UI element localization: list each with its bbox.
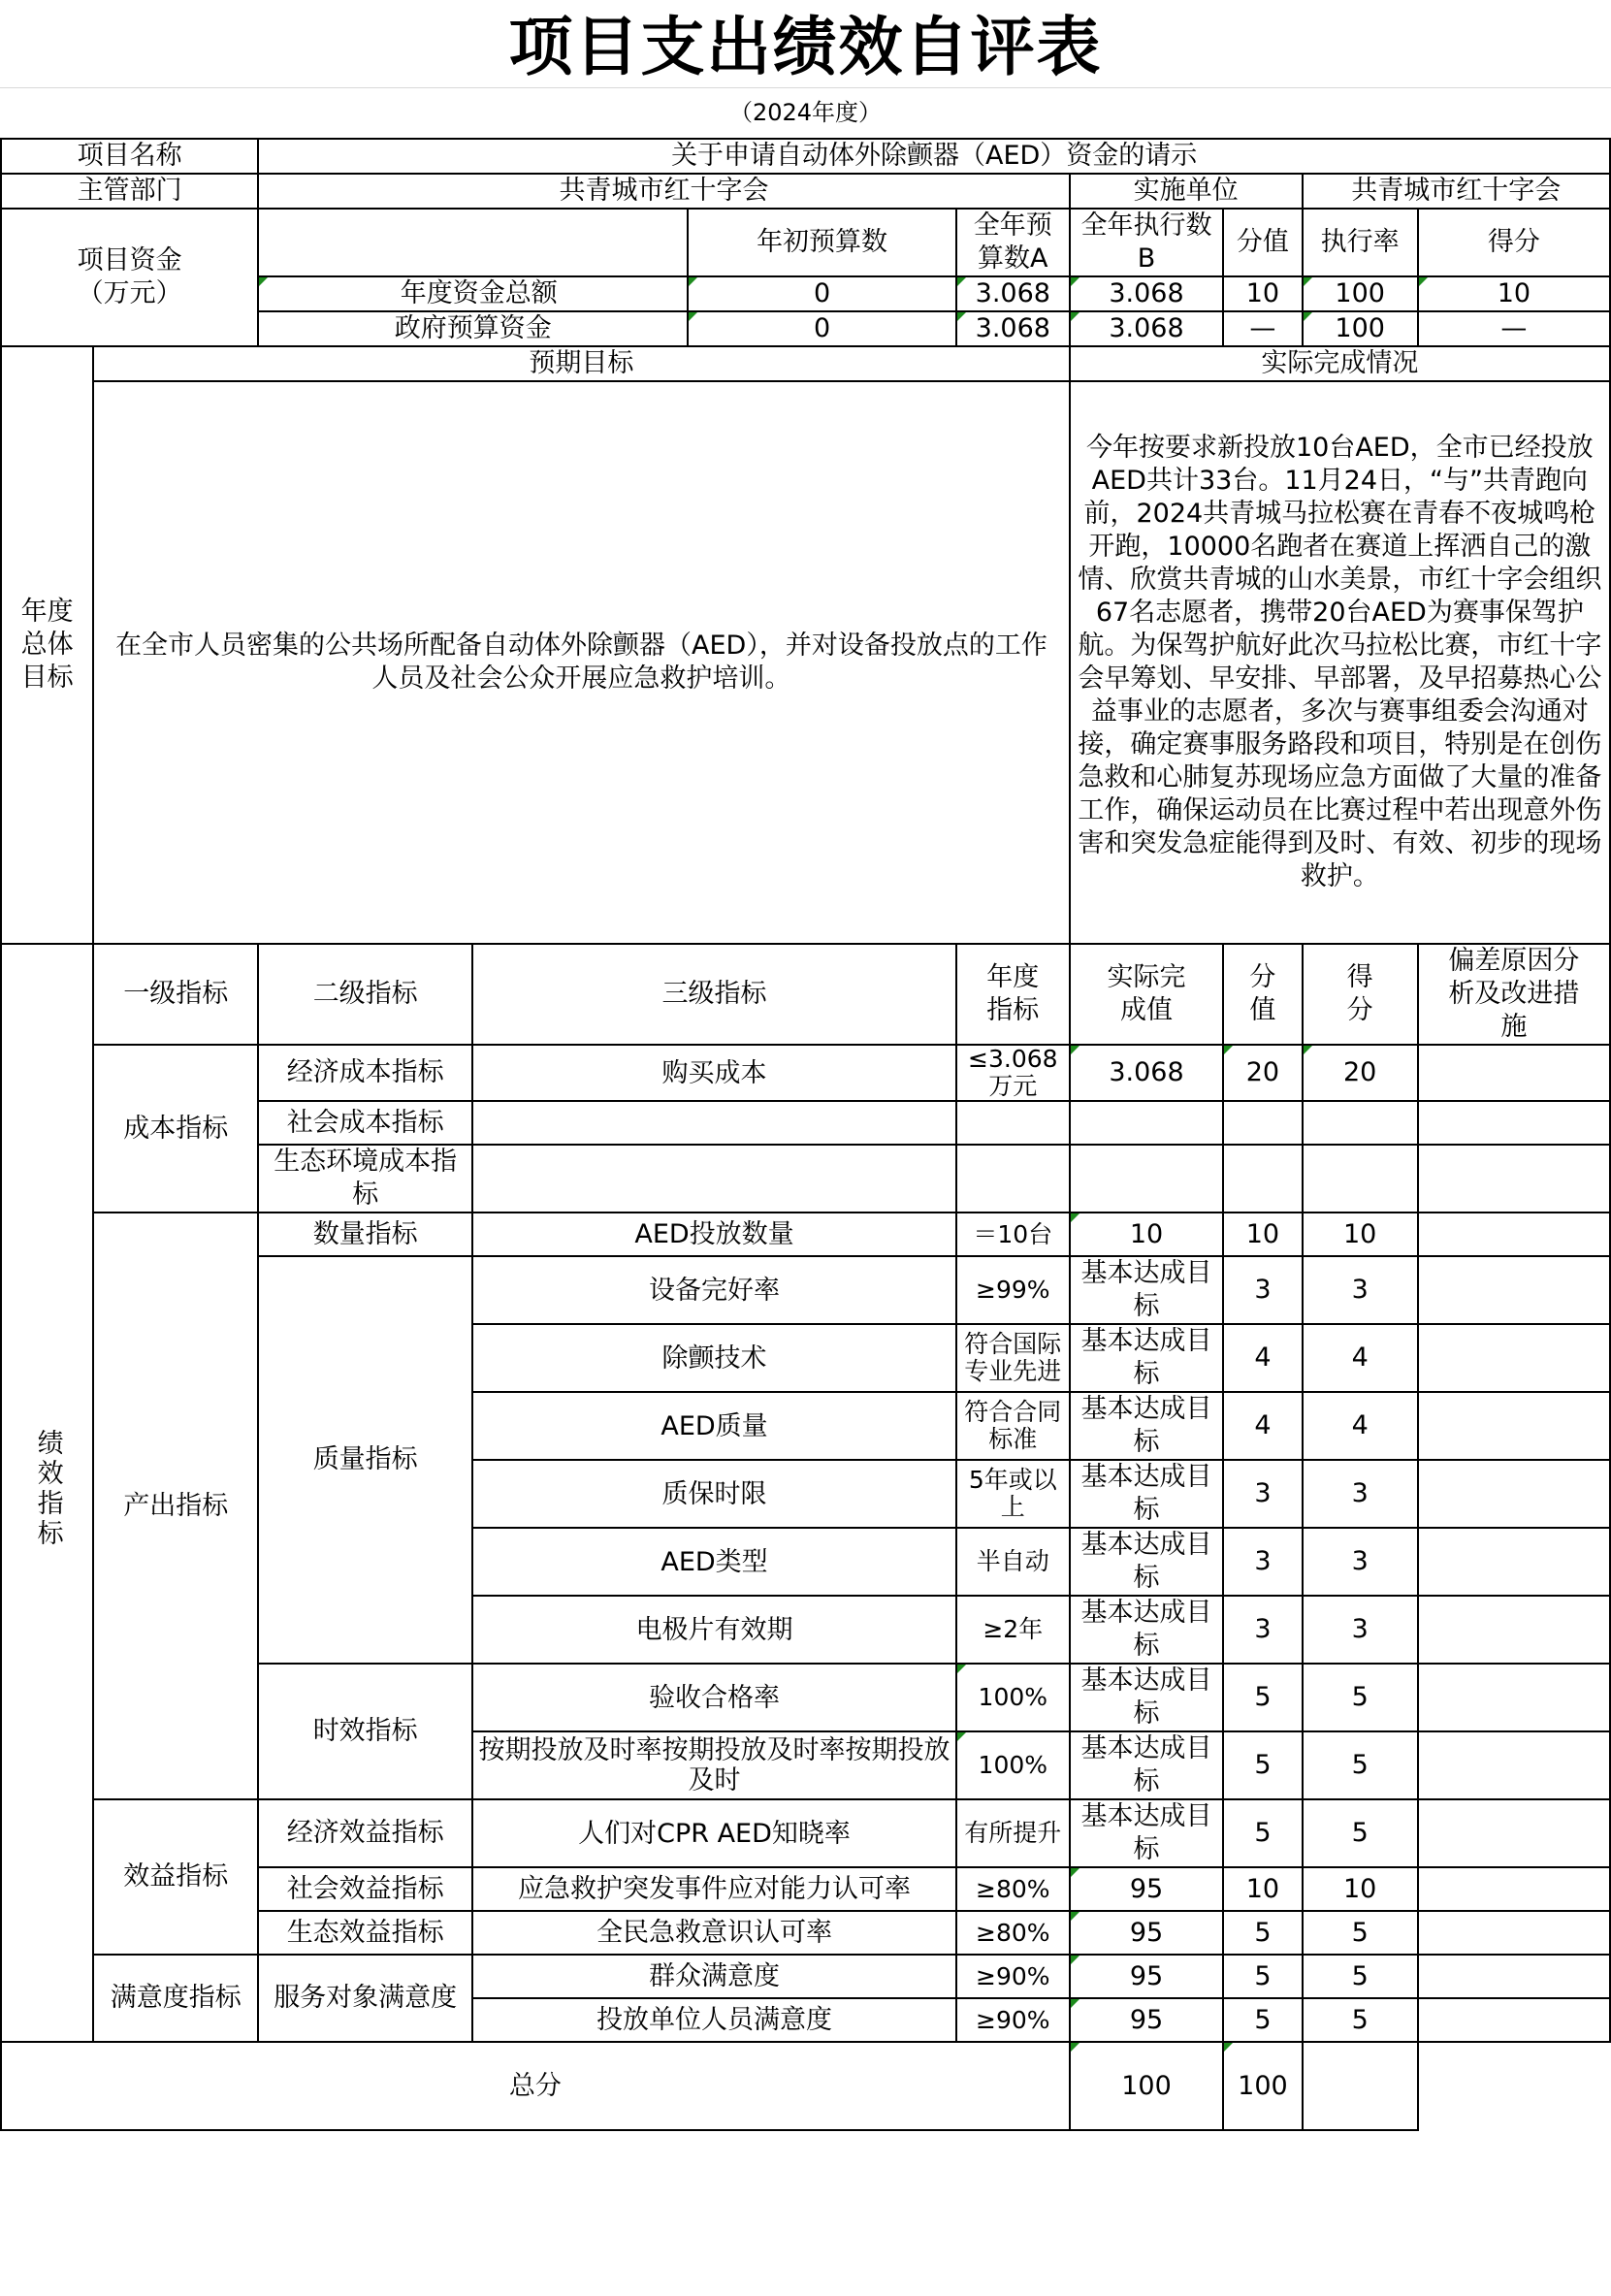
score-value: 5 bbox=[1223, 1998, 1302, 2042]
level3-indicator bbox=[472, 1799, 956, 1867]
score-value: 4 bbox=[1223, 1324, 1302, 1392]
level2-indicator: 经济效益指标 bbox=[258, 1799, 472, 1867]
header-score bbox=[1303, 944, 1418, 1045]
actual-value: 基本达成目标 bbox=[1070, 1664, 1224, 1731]
actual-value bbox=[1070, 1145, 1224, 1213]
impl-value: 共青城市红十字会 bbox=[1303, 174, 1610, 209]
level3-indicator bbox=[472, 1596, 956, 1664]
total-note bbox=[1303, 2042, 1418, 2130]
level2-indicator: 质量指标 bbox=[258, 1256, 472, 1664]
score-value: 10 bbox=[1223, 1213, 1302, 1256]
expected-goal-text: 在全市人员密集的公共场所配备自动体外除颤器（AED），并对设备投放点的工作人员及社会公众开展应急救护培训。 bbox=[93, 381, 1069, 944]
indicator-header-row bbox=[1, 944, 1610, 1045]
page-title: 项目支出绩效自评表 bbox=[0, 0, 1611, 88]
goals-content-row bbox=[1, 381, 1610, 944]
level3-indicator-text: 按期投放及时率按期投放及时率按期投放及时 bbox=[478, 1735, 950, 1795]
indicator-row bbox=[1, 1799, 1610, 1867]
actual-value: 基本达成目标 bbox=[1070, 1799, 1224, 1867]
annual-target-text: 符合合同标准 bbox=[964, 1399, 1062, 1453]
level2-indicator: 服务对象满意度 bbox=[258, 1955, 472, 2042]
dept-label: 主管部门 bbox=[1, 174, 258, 209]
annual-target bbox=[956, 1998, 1070, 2042]
funds-row-budget: 3.068 bbox=[956, 311, 1070, 346]
score-value: 5 bbox=[1223, 1731, 1302, 1799]
deviation-note bbox=[1418, 1998, 1610, 2042]
score: 10 bbox=[1303, 1213, 1418, 1256]
funds-row-score: — bbox=[1418, 311, 1610, 346]
level3-indicator bbox=[472, 1392, 956, 1460]
project-name-row bbox=[1, 139, 1610, 174]
actual-value: 基本达成目标 bbox=[1070, 1256, 1224, 1324]
expected-goal-header: 预期目标 bbox=[93, 346, 1069, 381]
level3-indicator-text: 质保时限 bbox=[661, 1478, 767, 1509]
level3-indicator bbox=[472, 1145, 956, 1213]
score: 3 bbox=[1303, 1256, 1418, 1324]
header-level3: 三级指标 bbox=[472, 944, 956, 1045]
annual-target bbox=[956, 1664, 1070, 1731]
level3-indicator bbox=[472, 1998, 956, 2042]
deviation-note bbox=[1418, 1731, 1610, 1799]
level3-indicator bbox=[472, 1101, 956, 1145]
deviation-note bbox=[1418, 1955, 1610, 1998]
funds-row-executed: 3.068 bbox=[1070, 311, 1224, 346]
evaluation-table bbox=[0, 138, 1611, 2131]
deviation-note bbox=[1418, 1664, 1610, 1731]
actual-value: 3.068 bbox=[1070, 1045, 1224, 1101]
annual-target bbox=[956, 1799, 1070, 1867]
deviation-note bbox=[1418, 1145, 1610, 1213]
level2-indicator: 时效指标 bbox=[258, 1664, 472, 1799]
annual-target bbox=[956, 1213, 1070, 1256]
annual-target bbox=[956, 1596, 1070, 1664]
score-value bbox=[1223, 1145, 1302, 1213]
level1-indicator: 满意度指标 bbox=[93, 1955, 258, 2042]
funds-header-executed: 全年执行数B bbox=[1070, 209, 1224, 276]
score: 5 bbox=[1303, 1955, 1418, 1998]
header-score-text: 得分 bbox=[1346, 962, 1373, 1025]
deviation-note bbox=[1418, 1324, 1610, 1392]
header-value bbox=[1223, 944, 1302, 1045]
annual-target bbox=[956, 1911, 1070, 1955]
actual-completion-text: 今年按要求新投放10台AED，全市已经投放AED共计33台。11月24日，“与”共青跑向前，2024共青城马拉松赛在青春不夜城鸣枪开跑，10000名跑者在赛道上挥洒自己的激情、欣赏共青城的山水美景，市红十字会组织67名志愿者，携带20台AED为赛事保驾护航。为保驾护航好此次马拉松比赛，市红十字会早筹划、早安排、早部署，及早招募热心公益事业的志愿者，多次与赛事组委会沟通对接，确定赛事服务路段和项目，特别是在创伤急救和心肺复苏现场应急方面做了大量的准备工作，确保运动员在比赛过程中若出现意外伤害和突发急症能得到及时、有效、初步的现场救护。 bbox=[1070, 381, 1610, 944]
deviation-note bbox=[1418, 1045, 1610, 1101]
annual-target-text: ≤3.068万元 bbox=[968, 1046, 1058, 1100]
score-value bbox=[1223, 1101, 1302, 1145]
level3-indicator bbox=[472, 1256, 956, 1324]
score: 3 bbox=[1303, 1596, 1418, 1664]
header-level2: 二级指标 bbox=[258, 944, 472, 1045]
level1-indicator: 成本指标 bbox=[93, 1045, 258, 1213]
total-value: 100 bbox=[1070, 2042, 1224, 2130]
level3-indicator-text: 购买成本 bbox=[661, 1057, 767, 1088]
project-name-label: 项目名称 bbox=[1, 139, 258, 174]
deviation-note bbox=[1418, 1101, 1610, 1145]
annual-target-text: 有所提升 bbox=[964, 1820, 1062, 1847]
annual-target bbox=[956, 1392, 1070, 1460]
actual-value: 95 bbox=[1070, 1867, 1224, 1911]
level3-indicator bbox=[472, 1045, 956, 1101]
level3-indicator bbox=[472, 1955, 956, 1998]
actual-value: 基本达成目标 bbox=[1070, 1528, 1224, 1596]
deviation-note bbox=[1418, 1256, 1610, 1324]
annual-target-text: 100% bbox=[978, 1752, 1048, 1779]
header-actual-text: 实际完成值 bbox=[1107, 962, 1186, 1025]
actual-value: 95 bbox=[1070, 1998, 1224, 2042]
indicator-row bbox=[1, 1213, 1610, 1256]
level3-indicator bbox=[472, 1867, 956, 1911]
level3-indicator bbox=[472, 1213, 956, 1256]
score-value: 10 bbox=[1223, 1867, 1302, 1911]
annual-target bbox=[956, 1145, 1070, 1213]
dept-value: 共青城市红十字会 bbox=[258, 174, 1069, 209]
deviation-note bbox=[1418, 1596, 1610, 1664]
level2-indicator: 生态环境成本指标 bbox=[258, 1145, 472, 1213]
annual-target-text: 符合国际专业先进 bbox=[964, 1331, 1062, 1385]
funds-header-row bbox=[1, 209, 1610, 276]
funds-row-initial: 0 bbox=[688, 311, 956, 346]
actual-value: 基本达成目标 bbox=[1070, 1392, 1224, 1460]
annual-target bbox=[956, 1528, 1070, 1596]
goals-header-row bbox=[1, 346, 1610, 381]
level3-indicator bbox=[472, 1528, 956, 1596]
funds-row-budget: 3.068 bbox=[956, 276, 1070, 311]
actual-value: 基本达成目标 bbox=[1070, 1596, 1224, 1664]
score: 5 bbox=[1303, 1799, 1418, 1867]
score: 5 bbox=[1303, 1998, 1418, 2042]
level3-indicator bbox=[472, 1731, 956, 1799]
score-value: 3 bbox=[1223, 1528, 1302, 1596]
funds-row-executed: 3.068 bbox=[1070, 276, 1224, 311]
funds-row-score: 10 bbox=[1418, 276, 1610, 311]
annual-target bbox=[956, 1324, 1070, 1392]
level2-indicator: 数量指标 bbox=[258, 1213, 472, 1256]
funds-header-rate: 执行率 bbox=[1303, 209, 1418, 276]
score-value: 3 bbox=[1223, 1596, 1302, 1664]
level3-indicator bbox=[472, 1664, 956, 1731]
funds-label-text: 项目资金（万元） bbox=[77, 245, 182, 308]
level3-indicator-text: AED类型 bbox=[661, 1546, 768, 1577]
annual-target-text: ≥99% bbox=[976, 1277, 1050, 1304]
score-value: 20 bbox=[1223, 1045, 1302, 1101]
annual-target-text: 5年或以上 bbox=[968, 1467, 1057, 1521]
actual-value: 95 bbox=[1070, 1955, 1224, 1998]
actual-completion-header: 实际完成情况 bbox=[1070, 346, 1610, 381]
score-value: 5 bbox=[1223, 1664, 1302, 1731]
level3-indicator-text: 设备完好率 bbox=[649, 1275, 780, 1306]
annual-target-text: 100% bbox=[978, 1684, 1048, 1711]
deviation-note bbox=[1418, 1213, 1610, 1256]
level3-indicator bbox=[472, 1460, 956, 1528]
deviation-note bbox=[1418, 1799, 1610, 1867]
level3-indicator-text: 验收合格率 bbox=[649, 1682, 780, 1713]
funds-header-score-value: 分值 bbox=[1223, 209, 1302, 276]
header-level1: 一级指标 bbox=[93, 944, 258, 1045]
funds-row-score-value: — bbox=[1223, 311, 1302, 346]
level3-indicator bbox=[472, 1324, 956, 1392]
actual-value: 基本达成目标 bbox=[1070, 1460, 1224, 1528]
project-name-value: 关于申请自动体外除颤器（AED）资金的请示 bbox=[258, 139, 1610, 174]
level1-indicator: 产出指标 bbox=[93, 1213, 258, 1799]
level3-indicator-text: 全民急救意识认可率 bbox=[596, 1918, 832, 1948]
score-value: 5 bbox=[1223, 1911, 1302, 1955]
funds-header-budget: 全年预算数A bbox=[956, 209, 1070, 276]
score-value: 5 bbox=[1223, 1955, 1302, 1998]
score: 4 bbox=[1303, 1392, 1418, 1460]
score bbox=[1303, 1145, 1418, 1213]
score-value: 3 bbox=[1223, 1256, 1302, 1324]
annual-target-text: 半自动 bbox=[976, 1548, 1049, 1575]
annual-target bbox=[956, 1955, 1070, 1998]
funds-row-score-value: 10 bbox=[1223, 276, 1302, 311]
score bbox=[1303, 1101, 1418, 1145]
total-label: 总分 bbox=[1, 2042, 1070, 2130]
level3-indicator-text: 人们对CPR AED知晓率 bbox=[578, 1818, 851, 1849]
actual-value: 基本达成目标 bbox=[1070, 1731, 1224, 1799]
funds-row-name: 政府预算资金 bbox=[258, 311, 688, 346]
department-row bbox=[1, 174, 1610, 209]
annual-target-text: ≥90% bbox=[976, 2006, 1050, 2034]
level3-indicator-text: 应急救护突发事件应对能力认可率 bbox=[518, 1874, 911, 1904]
level3-indicator-text: 群众满意度 bbox=[649, 1961, 780, 1991]
annual-target bbox=[956, 1256, 1070, 1324]
score: 20 bbox=[1303, 1045, 1418, 1101]
deviation-note bbox=[1418, 1867, 1610, 1911]
level2-indicator: 生态效益指标 bbox=[258, 1911, 472, 1955]
actual-value: 95 bbox=[1070, 1911, 1224, 1955]
deviation-note bbox=[1418, 1528, 1610, 1596]
indicators-label-text: 绩效指标 bbox=[32, 1428, 63, 1549]
annual-target bbox=[956, 1045, 1070, 1101]
indicator-row bbox=[1, 1955, 1610, 1998]
annual-target bbox=[956, 1731, 1070, 1799]
level3-indicator bbox=[472, 1911, 956, 1955]
annual-target bbox=[956, 1460, 1070, 1528]
impl-label: 实施单位 bbox=[1070, 174, 1303, 209]
annual-target-text: ≥80% bbox=[976, 1919, 1050, 1947]
score: 3 bbox=[1303, 1528, 1418, 1596]
total-score: 100 bbox=[1223, 2042, 1302, 2130]
score: 5 bbox=[1303, 1911, 1418, 1955]
actual-value: 基本达成目标 bbox=[1070, 1324, 1224, 1392]
header-target bbox=[956, 944, 1070, 1045]
funds-header-blank bbox=[258, 209, 688, 276]
level3-indicator-text: AED投放数量 bbox=[634, 1219, 794, 1249]
level2-indicator: 社会成本指标 bbox=[258, 1101, 472, 1145]
score: 10 bbox=[1303, 1867, 1418, 1911]
indicator-row bbox=[1, 1045, 1610, 1101]
score-value: 4 bbox=[1223, 1392, 1302, 1460]
score: 5 bbox=[1303, 1664, 1418, 1731]
funds-row-rate: 100 bbox=[1303, 311, 1418, 346]
funds-header-initial: 年初预算数 bbox=[688, 209, 956, 276]
level3-indicator-text: 电极片有效期 bbox=[635, 1614, 793, 1645]
score: 5 bbox=[1303, 1731, 1418, 1799]
score: 4 bbox=[1303, 1324, 1418, 1392]
funds-header-score: 得分 bbox=[1418, 209, 1610, 276]
total-row bbox=[1, 2042, 1610, 2130]
funds-row-rate: 100 bbox=[1303, 276, 1418, 311]
level1-indicator: 效益指标 bbox=[93, 1799, 258, 1955]
header-actual bbox=[1070, 944, 1224, 1045]
header-note-text: 偏差原因分析及改进措施 bbox=[1448, 946, 1580, 1042]
deviation-note bbox=[1418, 1460, 1610, 1528]
level3-indicator-text: 投放单位人员满意度 bbox=[596, 2005, 832, 2035]
goals-label-text: 年度总体目标 bbox=[20, 597, 74, 693]
annual-target-text: ≥90% bbox=[976, 1962, 1050, 1990]
actual-value bbox=[1070, 1101, 1224, 1145]
annual-target-text: ≥80% bbox=[976, 1875, 1050, 1903]
funds-label bbox=[1, 209, 258, 346]
funds-row-initial: 0 bbox=[688, 276, 956, 311]
deviation-note bbox=[1418, 1911, 1610, 1955]
score-value: 3 bbox=[1223, 1460, 1302, 1528]
header-note bbox=[1418, 944, 1610, 1045]
actual-value: 10 bbox=[1070, 1213, 1224, 1256]
header-target-text: 年度指标 bbox=[986, 962, 1040, 1025]
indicators-label bbox=[1, 944, 93, 2042]
annual-target bbox=[956, 1867, 1070, 1911]
level2-indicator: 经济成本指标 bbox=[258, 1045, 472, 1101]
header-value-text: 分值 bbox=[1249, 962, 1276, 1025]
level3-indicator-text: 除颤技术 bbox=[661, 1342, 767, 1374]
level3-indicator-text: AED质量 bbox=[661, 1410, 768, 1441]
annual-target bbox=[956, 1101, 1070, 1145]
funds-row-name: 年度资金总额 bbox=[258, 276, 688, 311]
year-subtitle: （2024年度） bbox=[728, 99, 883, 126]
score: 3 bbox=[1303, 1460, 1418, 1528]
deviation-note bbox=[1418, 1392, 1610, 1460]
level2-indicator: 社会效益指标 bbox=[258, 1867, 472, 1911]
goals-label bbox=[1, 346, 93, 944]
score-value: 5 bbox=[1223, 1799, 1302, 1867]
annual-target-text: ≥2年 bbox=[983, 1616, 1044, 1643]
annual-target-text: ＝10台 bbox=[973, 1220, 1053, 1248]
